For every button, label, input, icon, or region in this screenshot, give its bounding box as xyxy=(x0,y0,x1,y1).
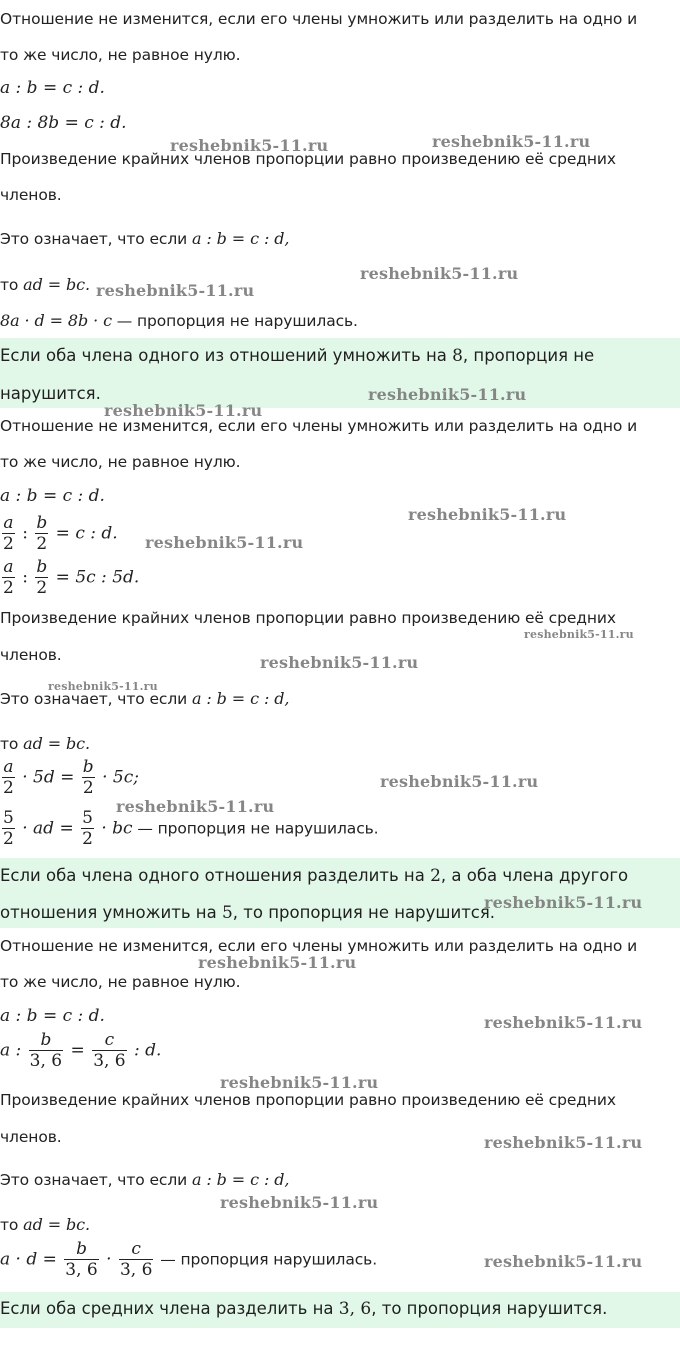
s2-then-line xyxy=(0,734,90,753)
s3-then-math: ad = bc. xyxy=(23,1215,90,1234)
s3-rule-line1: Отношение не изменится, если его члены умножить или разделить на одно и xyxy=(0,937,638,955)
s1-means-line xyxy=(0,229,289,248)
watermark: reshebnik5-11.ru xyxy=(360,264,519,283)
s2-rule-line1: Отношение не изменится, если его члены умножить или разделить на одно и xyxy=(0,417,638,435)
s3-highlight-text-a: Если оба средних члена разделить на xyxy=(0,1299,339,1318)
s2-highlight-text-a: Если оба члена одного отношения разделить на xyxy=(0,866,431,885)
s3-eq3-dot: · xyxy=(100,1249,117,1270)
s2-eq2-frac-b: $\frac{b}{2}$ xyxy=(36,513,48,554)
s3-eq3-suffix: — пропорция нарушилась. xyxy=(155,1250,378,1269)
s3-rule-line2: то же число, не равное нулю. xyxy=(0,973,241,991)
s3-highlight-text-b: , то пропорция нарушится. xyxy=(371,1299,608,1318)
s2-eq5-frac-a: $\frac{5}{2}$ xyxy=(3,808,14,849)
s2-eq2-frac-a: $\frac{a}{2}$ xyxy=(3,513,14,554)
watermark: reshebnik5-11.ru xyxy=(104,401,263,420)
watermark: reshebnik5-11.ru xyxy=(484,1013,643,1032)
s3-highlight-line1 xyxy=(0,1299,607,1319)
s2-highlight-line2 xyxy=(0,903,495,923)
s3-eq1: a : b = c : d. xyxy=(0,1006,105,1026)
s3-highlight-box xyxy=(0,1292,680,1328)
s1-means-prefix: Это означает, что если xyxy=(0,230,192,248)
s3-eq2 xyxy=(0,1032,161,1070)
s2-eq1: a : b = c : d. xyxy=(0,486,105,506)
s3-eq3-head: a · d = xyxy=(0,1249,63,1270)
watermark: reshebnik5-11.ru xyxy=(408,505,567,524)
s1-highlight-box xyxy=(0,338,680,408)
s2-highlight-line1 xyxy=(0,866,628,886)
watermark: reshebnik5-11.ru xyxy=(484,893,643,912)
watermark: reshebnik5-11.ru xyxy=(220,1073,379,1092)
watermark: reshebnik5-11.ru xyxy=(48,680,158,693)
s2-eq3 xyxy=(0,559,139,597)
s1-product-line1: Произведение крайних членов пропорции равно произведению её средних xyxy=(0,150,616,168)
watermark: reshebnik5-11.ru xyxy=(368,385,527,404)
s3-means-prefix: Это означает, что если xyxy=(0,1171,192,1189)
s1-highlight-text-a: Если оба члена одного из отношений умножить на xyxy=(0,346,453,365)
s2-eq4-mid: · 5d = xyxy=(16,767,80,788)
s3-eq2-frac-c: $\frac{c}{3, 6}$ xyxy=(93,1030,126,1071)
s3-eq2-eq: = xyxy=(65,1040,91,1061)
s3-eq2-frac-b: $\frac{b}{3, 6}$ xyxy=(29,1030,63,1071)
s2-eq3-tail: = 5c : 5d. xyxy=(50,567,140,588)
s3-then-line xyxy=(0,1215,90,1234)
s2-eq3-colon: : xyxy=(16,567,34,588)
s3-product-line2: членов. xyxy=(0,1128,62,1146)
s1-eq2: 8a : 8b = c : d. xyxy=(0,113,127,133)
s2-eq5-mid: · ad = xyxy=(16,818,80,839)
s1-highlight-line2: нарушится. xyxy=(0,384,101,403)
s2-eq5-frac-b: $\frac{5}{2}$ xyxy=(82,808,93,849)
s3-then-prefix: то xyxy=(0,1216,24,1234)
s1-then-line xyxy=(0,275,90,294)
watermark: reshebnik5-11.ru xyxy=(260,653,419,672)
s2-highlight-text-b: , а оба члена другого xyxy=(440,866,629,885)
s1-means-math: a : b = c : d, xyxy=(191,229,290,248)
s3-means-line xyxy=(0,1170,289,1189)
s2-eq2-tail: = c : d. xyxy=(50,523,118,544)
s3-eq3-frac-b: $\frac{b}{3, 6}$ xyxy=(65,1239,98,1280)
s2-eq4 xyxy=(0,759,139,797)
s2-rule-line2: то же число, не равное нулю. xyxy=(0,453,241,471)
watermark: reshebnik5-11.ru xyxy=(432,132,591,151)
s2-highlight-num1: 2 xyxy=(430,866,441,886)
s1-rule-line2: то же число, не равное нулю. xyxy=(0,46,241,64)
s3-eq3 xyxy=(0,1241,377,1279)
s2-then-prefix: то xyxy=(0,735,24,753)
s2-eq2 xyxy=(0,515,118,553)
s1-product-line2: членов. xyxy=(0,186,62,204)
s3-eq2-tail: : d. xyxy=(128,1040,162,1061)
s1-highlight-text-b: , пропорция не xyxy=(462,346,595,365)
s2-eq3-frac-a: $\frac{a}{2}$ xyxy=(3,557,14,598)
s1-highlight-line1 xyxy=(0,346,594,366)
s2-eq4-tail: · 5c; xyxy=(96,767,139,788)
s2-means-math: a : b = c : d, xyxy=(191,689,290,708)
s1-then-prefix: то xyxy=(0,276,24,294)
s3-eq2-head: a : xyxy=(0,1040,27,1061)
s1-rule-line1: Отношение не изменится, если его члены умножить или разделить на одно и xyxy=(0,10,638,28)
s2-eq3-frac-b: $\frac{b}{2}$ xyxy=(36,557,48,598)
s3-eq3-frac-c: $\frac{c}{3, 6}$ xyxy=(119,1239,153,1280)
s3-product-line1: Произведение крайних членов пропорции равно произведению её средних xyxy=(0,1091,616,1109)
s2-eq4-frac-b: $\frac{b}{2}$ xyxy=(82,757,94,798)
s2-eq5-tail: · bc xyxy=(95,818,133,839)
s2-highlight-text-c: отношения умножить на xyxy=(0,903,222,922)
s1-eq3-suffix: — пропорция не нарушилась. xyxy=(111,312,358,330)
s2-product-line2: членов. xyxy=(0,646,62,664)
watermark: reshebnik5-11.ru xyxy=(116,797,275,816)
s2-product-line1: Произведение крайних членов пропорции равно произведению её средних xyxy=(0,609,616,627)
watermark: reshebnik5-11.ru xyxy=(170,136,329,155)
s2-highlight-num2: 5 xyxy=(221,903,233,923)
watermark: reshebnik5-11.ru xyxy=(524,628,634,641)
watermark: reshebnik5-11.ru xyxy=(220,1193,379,1212)
s2-eq5-suffix: — пропорция не нарушилась. xyxy=(132,819,379,838)
s1-then-math: ad = bc. xyxy=(23,275,90,294)
s3-means-math: a : b = c : d, xyxy=(191,1170,290,1189)
s2-then-math: ad = bc. xyxy=(23,734,90,753)
s1-highlight-num: 8 xyxy=(452,346,463,366)
s3-highlight-num: 3, 6 xyxy=(338,1299,372,1319)
watermark: reshebnik5-11.ru xyxy=(380,772,539,791)
s1-eq1: a : b = c : d. xyxy=(0,78,105,98)
watermark: reshebnik5-11.ru xyxy=(484,1133,643,1152)
s2-highlight-text-d: , то пропорция не нарушится. xyxy=(232,903,496,922)
watermark: reshebnik5-11.ru xyxy=(145,533,304,552)
watermark: reshebnik5-11.ru xyxy=(96,281,255,300)
s2-means-prefix: Это означает, что если xyxy=(0,690,192,708)
s1-eq3-line xyxy=(0,311,358,330)
s2-eq2-colon: : xyxy=(16,523,34,544)
watermark: reshebnik5-11.ru xyxy=(198,953,357,972)
s1-eq3-math: 8a · d = 8b · c xyxy=(0,311,112,330)
watermark: reshebnik5-11.ru xyxy=(484,1252,643,1271)
s2-eq4-frac-a: $\frac{a}{2}$ xyxy=(3,757,14,798)
